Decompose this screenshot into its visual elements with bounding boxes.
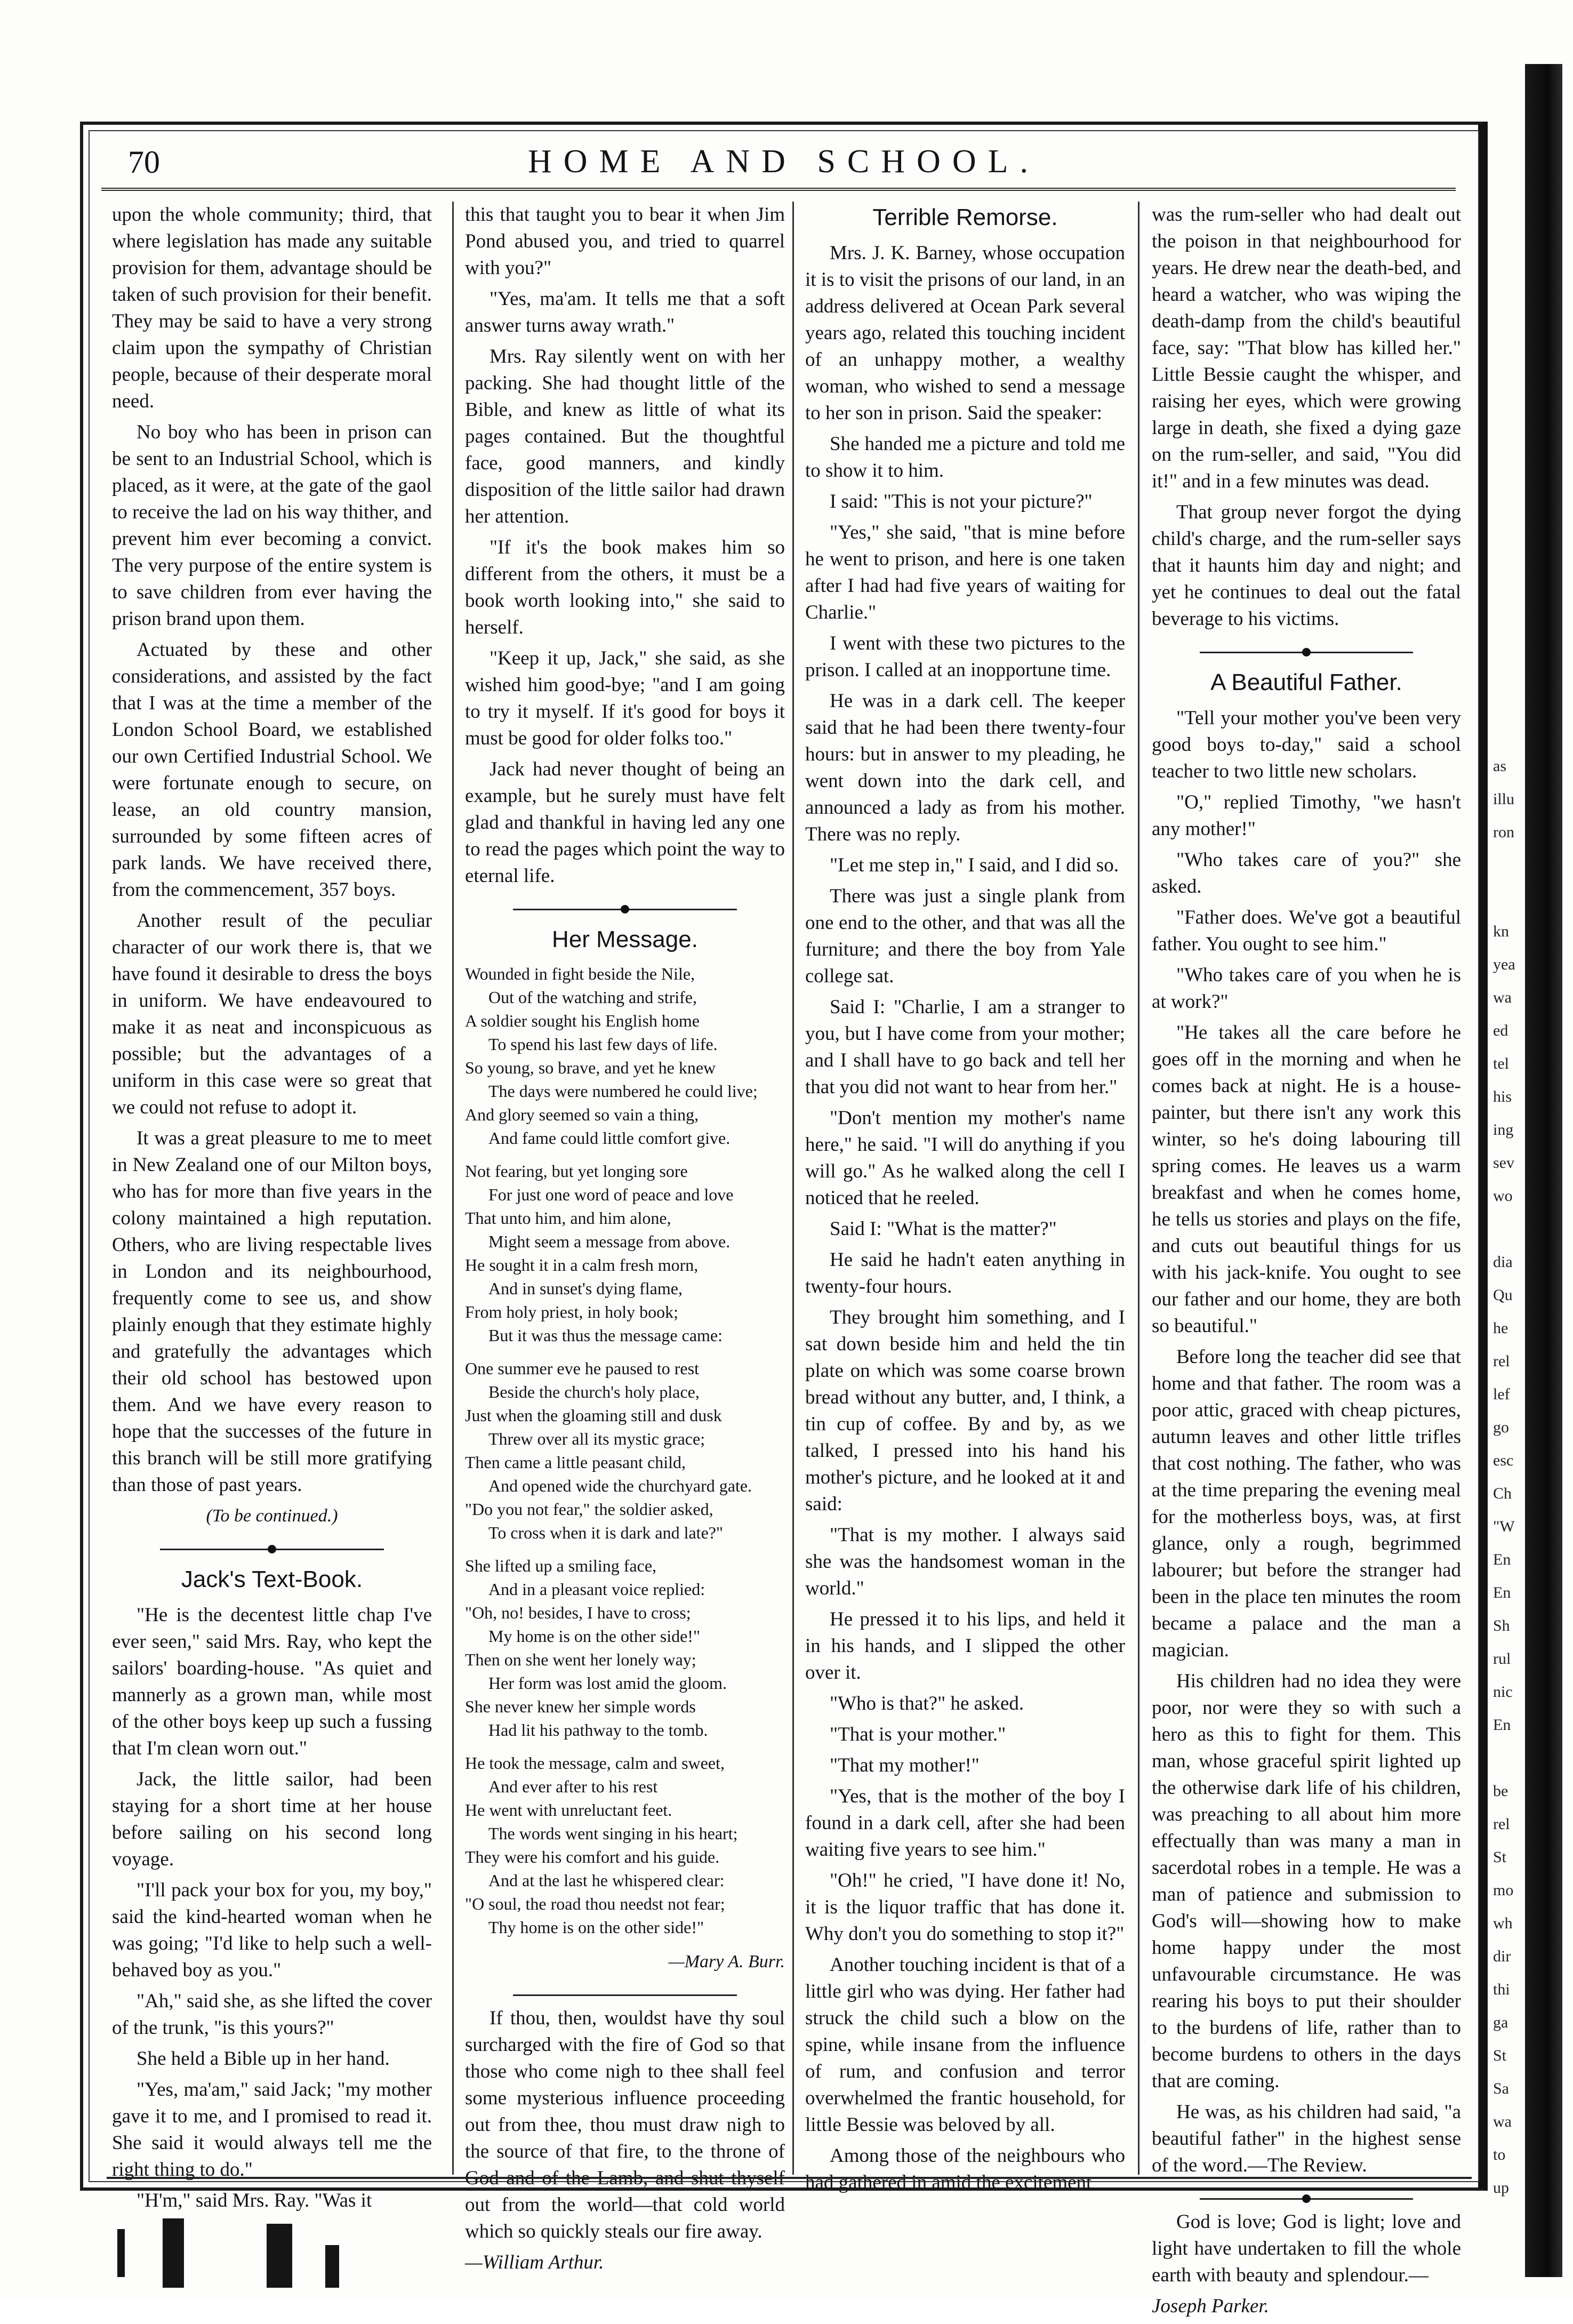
page-header xyxy=(101,140,1466,188)
poem-line: "Oh, no! besides, I have to cross; xyxy=(465,1603,691,1622)
poem-line: Had lit his pathway to the tomb. xyxy=(488,1720,708,1740)
story-paragraph: "H'm," said Mrs. Ray. "Was it xyxy=(137,2190,372,2211)
fragment-line: St xyxy=(1493,2047,1507,2064)
poem-line: He sought it in a calm fresh morn, xyxy=(465,1255,699,1275)
poem-line: And fame could little comfort give. xyxy=(488,1128,731,1148)
fragment-line: En xyxy=(1493,1716,1511,1734)
fragment-line xyxy=(1493,618,1523,651)
column-rule xyxy=(452,202,454,2175)
scan-mark xyxy=(267,2224,292,2288)
story-title: A Beautiful Father. xyxy=(1210,669,1402,695)
scan-mark xyxy=(325,2245,339,2288)
journal-title: HOME AND SCHOOL. xyxy=(528,143,1040,180)
fragment-line: as xyxy=(1493,757,1506,775)
article-paragraph: "Don't mention my mother's name here," he said. "I will do anything if you will go." As he walked along the cell I noticed that he reeled. xyxy=(805,1107,1125,1209)
fragment-line: sev xyxy=(1493,1154,1514,1172)
article-paragraph: He was in a dark cell. The keeper said that he had been there twenty-four hours: but in answer to my pleading, he went down into the dark cell, and announced a lady as from his mother. There was no reply. xyxy=(805,690,1125,845)
fragment-line: Sh xyxy=(1493,1617,1510,1634)
poem-line: Threw over all its mystic grace; xyxy=(488,1429,705,1448)
fragment-line: lef xyxy=(1493,1385,1510,1403)
story-body xyxy=(1152,705,1461,2179)
poem-line: For just one word of peace and love xyxy=(488,1185,734,1204)
fragment-line: rel xyxy=(1493,1815,1510,1833)
poem-line: And in sunset's dying flame, xyxy=(488,1279,683,1298)
fragment-line: he xyxy=(1493,1319,1508,1337)
fragment-line: dir xyxy=(1493,1948,1511,1965)
fragment-line: nic xyxy=(1493,1683,1513,1701)
poem-line: But it was thus the message came: xyxy=(488,1326,723,1345)
fragment-line: Sa xyxy=(1493,2080,1509,2097)
poem-line: And glory seemed so vain a thing, xyxy=(465,1105,699,1124)
story-paragraph: "Who takes care of you?" she asked. xyxy=(1152,849,1461,897)
fragment-line: illu xyxy=(1493,790,1515,808)
poem-stanza xyxy=(465,962,785,1150)
fragment-line xyxy=(1493,419,1523,452)
poem xyxy=(465,962,785,1939)
fragment-line xyxy=(1493,353,1523,386)
fragment-line: wa xyxy=(1493,2113,1512,2130)
article-paragraph: No boy who has been in prison can be sent to an Industrial School, which is placed, as it were, at the gate of the gaol to receive the lad on his way thither, and prevent him ever becoming a convict. The very purpose of the entire system is to save children from ever having the prison brand upon them. xyxy=(112,421,432,630)
footer-rule xyxy=(107,2177,1472,2179)
header-rule xyxy=(101,188,1456,191)
article-paragraph: They brought him something, and I sat down beside him and held the tin plate on which was some coarse brown bread without any butter, and, I think, a tin cup of coffee. By and by, as we talked, I pressed into his hand his mother's picture, and he looked at it and said: xyxy=(805,1307,1125,1515)
poem-line: And opened wide the churchyard gate. xyxy=(488,1476,752,1495)
poem-line: Then on she went her lonely way; xyxy=(465,1650,696,1669)
fragment-line xyxy=(1493,584,1523,618)
article-paragraph: "That my mother!" xyxy=(830,1754,980,1776)
fragment-line: ga xyxy=(1493,2014,1508,2031)
fragment-line: go xyxy=(1493,1419,1509,1436)
fragment-line xyxy=(1493,551,1523,584)
fragment-line: thi xyxy=(1493,1981,1510,1998)
fragment-line: be xyxy=(1493,1782,1508,1800)
poem-line: She lifted up a smiling face, xyxy=(465,1556,657,1575)
article-paragraph: "That is my mother. I always said she was the handsomest woman in the world." xyxy=(805,1524,1125,1599)
poem-line: Wounded in fight beside the Nile, xyxy=(465,964,695,983)
fragment-line: kn xyxy=(1493,923,1509,940)
story-paragraph: His children had no idea they were poor, nor were they so with such a hero as this to fight for them. This man, whose graceful spirit lighted up the otherwise dark life of his children, was preaching to all about him more effectually than was many a man in sacerdotal robes in a temple. He was a man of patience and submission to God's will—showing how to make home happy under the most unfavourable circumstance. He was rearing his boys to put their shoulder to the burdens of life, rather than to become burdens to others in the days that are coming. xyxy=(1152,1670,1461,2092)
poem-line: A soldier sought his English home xyxy=(465,1011,700,1030)
article-body xyxy=(805,240,1125,2196)
fragment-line xyxy=(1493,849,1523,882)
story-paragraph: "Tell your mother you've been very good boys to-day," said a school teacher to two little new scholars. xyxy=(1152,707,1461,782)
article-paragraph: Said I: "Charlie, I am a stranger to you, but I have come from your mother; and I shall have to go back and tell her that you did not want to hear from her." xyxy=(805,996,1125,1098)
fragment-line xyxy=(1493,651,1523,684)
fragment-line: yea xyxy=(1493,956,1515,973)
fragment-line xyxy=(1493,1742,1523,1775)
poem-line: And ever after to his rest xyxy=(488,1777,658,1796)
page-number: 70 xyxy=(128,145,160,180)
article-paragraph: "Yes, that is the mother of the boy I found in a dark cell, after she had been waiting five years to see him." xyxy=(805,1785,1125,1861)
fragment-line xyxy=(1493,882,1523,915)
section-divider xyxy=(1200,646,1413,658)
article-title: Terrible Remorse. xyxy=(872,204,1058,230)
poem-line: Out of the watching and strife, xyxy=(488,988,697,1007)
fragment-line xyxy=(1493,386,1523,419)
article-paragraph: It was a great pleasure to me to meet in New Zealand one of our Milton boys, who has for more than five years in the colony maintained a high reputation. Others, who are living respectable lives in London and its neighbourhood, frequently come to see us, and show plainly enough that they estimate highly and gratefully the advantages which their old school has bestowed upon them. And we have every reason to hope that the successes of the future in this branch will be still more gratifying than those of past years. xyxy=(112,1127,432,1496)
article-paragraph: Among those of the neighbours who had gathered in amid the excitement xyxy=(805,2145,1125,2193)
fragment-line: mo xyxy=(1493,1881,1514,1899)
poem-line: Might seem a message from above. xyxy=(488,1232,731,1251)
story-paragraph: "O," replied Timothy, "we hasn't any mother!" xyxy=(1152,791,1461,840)
poem-line: To spend his last few days of life. xyxy=(488,1035,718,1054)
fragment-line: "W xyxy=(1493,1518,1515,1535)
poem-stanza xyxy=(465,1751,785,1939)
article-paragraph: He pressed it to his lips, and held it in his hands, and I slipped the other over it. xyxy=(805,1608,1125,1684)
fragment-line: wh xyxy=(1493,1914,1513,1932)
column-3 xyxy=(805,202,1125,2200)
poem-title: Her Message. xyxy=(552,926,698,952)
to-be-continued: (To be continued.) xyxy=(206,1506,338,1526)
section-divider xyxy=(513,903,737,915)
article-paragraph: "Let me step in," I said, and I did so. xyxy=(830,854,1119,876)
fragment-line: rul xyxy=(1493,1650,1511,1668)
poem-line: "Do you not fear," the soldier asked, xyxy=(465,1500,713,1519)
poem-line: One summer eve he paused to rest xyxy=(465,1359,699,1378)
poem-stanza xyxy=(465,1357,785,1544)
poem-line: The days were numbered he could live; xyxy=(488,1081,758,1101)
article-paragraph: I said: "This is not your picture?" xyxy=(830,491,1093,512)
fragment-line: his xyxy=(1493,1088,1512,1105)
fragment-line: ron xyxy=(1493,823,1514,841)
section-divider xyxy=(1200,2193,1413,2205)
story-paragraph: "Ah," said she, as she lifted the cover of the trunk, "is this yours?" xyxy=(112,1990,432,2039)
closing-paragraph: If thou, then, wouldst have thy soul surcharged with the fire of God so that those who come nigh to thee shall feel some mysterious influence proceeding out from thee, thou must draw nigh to the source of that fire, to the throne of God and of the Lamb, and shut thyself out from the world—that cold world which so quickly steals our fire away. xyxy=(465,2007,785,2242)
story-paragraph: "Father does. We've got a beautiful father. You ought to see him." xyxy=(1152,907,1461,955)
poem-line: Beside the church's holy place, xyxy=(488,1382,700,1401)
fragment-line xyxy=(1493,320,1523,353)
column-rule xyxy=(1138,202,1139,2175)
scan-artifact-marks xyxy=(107,2208,427,2293)
poem-stanza xyxy=(465,1554,785,1742)
article-paragraph: Said I: "What is the matter?" xyxy=(830,1218,1057,1240)
poem-line: From holy priest, in holy book; xyxy=(465,1302,678,1321)
closing-paragraph: God is love; God is light; love and light have undertaken to fill the whole earth with beauty and splendour.— xyxy=(1152,2211,1461,2286)
fragment-line xyxy=(1493,684,1523,717)
story-paragraph: Mrs. Ray silently went on with her packing. She had thought little of the Bible, and knew as little of what its pages contained. But the thoughtful face, good manners, and kindly disposition of the little sailor had drawn her attention. xyxy=(465,346,785,527)
fragment-line: to xyxy=(1493,2146,1506,2163)
poem-line: And at the last he whispered clear: xyxy=(488,1871,725,1890)
poem-stanza xyxy=(465,1159,785,1347)
story-paragraph: Jack, the little sailor, had been staying for a short time at her house before sailing on his second long voyage. xyxy=(112,1768,432,1870)
article-paragraph: She handed me a picture and told me to show it to him. xyxy=(805,433,1125,482)
story-paragraph: "He takes all the care before he goes off in the morning and when he comes back at night. He is a house-painter, but there isn't any work this winter, so he's doing labouring till spring comes. He leaves us a warm breakfast and when he comes home, he tells us stories and plays on the fife, and cuts out beautiful things for us with his jack-knife. You ought to see our father and our home, they are both so beautiful." xyxy=(1152,1022,1461,1337)
fragment-line xyxy=(1493,518,1523,551)
article-paragraph: "Oh!" he cried, "I have done it! No, it is the liquor traffic that has done it. Why don't you do something to stop it?" xyxy=(805,1870,1125,1945)
fragment-line xyxy=(1493,717,1523,750)
poem-line: Her form was lost amid the gloom. xyxy=(488,1673,727,1693)
poem-line: And in a pleasant voice replied: xyxy=(488,1580,705,1599)
article-paragraph: upon the whole community; third, that where legislation has made any suitable provision for them, advantage should be taken of such provision for their benefit. They may be said to have a very strong claim upon the sympathy of Christian people, because of their desperate moral need. xyxy=(112,204,432,412)
article-paragraph: Another touching incident is that of a little girl who was dying. Her father had struck the child such a blow on the spine, while insane from the influence of rum, and confusion and terror overwhelmed the frantic household, for little Bessie was beloved by all. xyxy=(805,1954,1125,2136)
story-paragraph: "I'll pack your box for you, my boy," said the kind-hearted woman when he was going; "I'd like to help such a well-behaved boy as you." xyxy=(112,1879,432,1981)
poem-line: She never knew her simple words xyxy=(465,1697,696,1716)
story-paragraph: this that taught you to bear it when Jim Pond abused you, and tried to quarrel with you?" xyxy=(465,204,785,279)
story-paragraph: "If it's the book makes him so different from the others, it must be a book worth looking into," she said to herself. xyxy=(465,536,785,638)
story-paragraph: "Keep it up, Jack," she said, as she wished him good-bye; "and I am going to try it myself. If it's good for boys it must be good for older folks too." xyxy=(465,647,785,749)
story-paragraph: Jack had never thought of being an example, but he surely must have felt glad and thankful in having led any one to read the pages which point the way to eternal life. xyxy=(465,758,785,887)
fragment-line: tel xyxy=(1493,1055,1509,1072)
scan-mark xyxy=(117,2229,125,2277)
fragment-line xyxy=(1493,452,1523,485)
article-paragraph: I went with these two pictures to the prison. I called at an inopportune time. xyxy=(805,632,1125,681)
article-paragraph: "Who is that?" he asked. xyxy=(830,1693,1024,1714)
poem-line: Then came a little peasant child, xyxy=(465,1453,686,1472)
fragment-line xyxy=(1493,485,1523,518)
story-paragraph: "Yes, ma'am. It tells me that a soft answer turns away wrath." xyxy=(465,288,785,336)
article-paragraph: "That is your mother." xyxy=(830,1724,1006,1745)
poem-line: Thy home is on the other side!" xyxy=(488,1918,704,1937)
poem-line: He took the message, calm and sweet, xyxy=(465,1753,725,1773)
article-paragraph: Mrs. J. K. Barney, whose occupation it is to visit the prisons of our land, in an address delivered at Ocean Park several years ago, related this touching incident of an unhappy mother, a wealthy woman, who wished to send a message to her son in prison. Said the speaker: xyxy=(805,242,1125,424)
fragment-line: wo xyxy=(1493,1187,1513,1205)
scan-mark xyxy=(163,2218,184,2288)
fragment-line: rel xyxy=(1493,1352,1510,1370)
story-paragraph: "Who takes care of you when he is at work?" xyxy=(1152,964,1461,1013)
section-divider xyxy=(160,1543,384,1555)
fragment-line: ed xyxy=(1493,1022,1508,1039)
fragment-line: wa xyxy=(1493,989,1512,1006)
poem-line: "O soul, the road thou needst not fear; xyxy=(465,1894,725,1913)
fragment-line: dia xyxy=(1493,1253,1513,1271)
column-rule xyxy=(792,202,794,2175)
story-paragraph: Before long the teacher did see that home and that father. The room was a poor attic, graced with cheap pictures, autumn leaves and other little trifles that cost nothing. The father, who was at the time preparing the evening meal for the motherless boys, was, at first glance, only a rough, begrimmed labourer; but before the stranger had been in the place ten minutes the room became a palace and the man a magician. xyxy=(1152,1346,1461,1661)
column-2 xyxy=(465,202,785,2280)
fragment-line: Ch xyxy=(1493,1485,1512,1502)
story-paragraph: She held a Bible up in her hand. xyxy=(137,2048,390,2070)
article-paragraph: Another result of the peculiar character of our work there is, that we have found it desirable to dress the boys in uniform. We have endeavoured to make it as neat and inconspicuous as possible; but the advantages of a uniform in this case were so great that we could not refuse to adopt it. xyxy=(112,910,432,1118)
fragment-line: Qu xyxy=(1493,1286,1513,1304)
column-4 xyxy=(1152,202,1461,2324)
article-paragraph: was the rum-seller who had dealt out the poison in that neighbourhood for years. He drew near the death-bed, and heard a watcher, who was wiping the death-damp from the child's beautiful face, say: "That blow has killed her." Little Bessie caught the whisper, and raising her eyes, which were growing large in death, she fixed a dying gaze on the rum-seller, and said, "You did it!" and in a few minutes was dead. xyxy=(1152,204,1461,492)
article-paragraph: Actuated by these and other considerations, and assisted by the fact that I was at the time a member of the London School Board, we established our own Certified Industrial School. We were fortunate enough to secure, on lease, an old country mansion, surrounded by some fifteen acres of park lands. We have received there, from the commencement, 357 boys. xyxy=(112,639,432,901)
poem-line: They were his comfort and his guide. xyxy=(465,1847,720,1866)
binding-edge xyxy=(1525,64,1562,2277)
section-divider xyxy=(513,1989,737,2001)
fragment-line: esc xyxy=(1493,1452,1514,1469)
poem-line: Just when the gloaming still and dusk xyxy=(465,1406,722,1425)
article-paragraph: There was just a single plank from one end to the other, and that was all the furniture; and there the boy from Yale college sat. xyxy=(805,885,1125,987)
fragment-line: En xyxy=(1493,1551,1511,1568)
article-paragraph: That group never forgot the dying child's charge, and the rum-seller says that it haunts him day and night; and yet he continues to deal out the fatal beverage to his victims. xyxy=(1152,501,1461,630)
story-paragraph: "He is the decentest little chap I've ever seen," said Mrs. Ray, who kept the sailors' boarding-house. "As quiet and mannerly as a grown man, while most of the other boys keep up such a fussing that I'm clean worn out." xyxy=(112,1604,432,1759)
poem-line: He went with unreluctant feet. xyxy=(465,1800,672,1820)
poem-line: That unto him, and him alone, xyxy=(465,1208,671,1228)
fragment-line: ing xyxy=(1493,1121,1514,1139)
poem-line: So young, so brave, and yet he knew xyxy=(465,1058,716,1077)
column-1 xyxy=(112,202,432,2218)
fragment-line xyxy=(1493,1213,1523,1246)
article-paragraph: He said he hadn't eaten anything in twenty-four hours. xyxy=(805,1249,1125,1297)
article-paragraph: "Yes," she said, "that is mine before he went to prison, and here is one taken after I had had five years of waiting for Charlie." xyxy=(805,522,1125,623)
closing-author: Joseph Parker. xyxy=(1152,2295,1269,2317)
adjacent-page-fragment xyxy=(1493,320,1523,2197)
poem-line: My home is on the other side!" xyxy=(488,1626,700,1646)
poem-line: The words went singing in his heart; xyxy=(488,1824,738,1843)
story-title: Jack's Text-Book. xyxy=(181,1566,363,1592)
poem-line: To cross when it is dark and late?" xyxy=(488,1523,724,1542)
fragment-line: En xyxy=(1493,1584,1511,1601)
closing-author: —William Arthur. xyxy=(465,2251,604,2273)
fragment-line: St xyxy=(1493,1848,1507,1866)
story-paragraph: "Yes, ma'am," said Jack; "my mother gave it to me, and I promised to read it. She said it would always tell me the right thing to do." xyxy=(112,2079,432,2181)
poem-author: —Mary A. Burr. xyxy=(668,1952,785,1972)
fragment-line: up xyxy=(1493,2179,1509,2197)
story-paragraph: He was, as his children had said, "a beautiful father" in the highest sense of the word.—The Review. xyxy=(1152,2101,1461,2176)
poem-line: Not fearing, but yet longing sore xyxy=(465,1161,688,1181)
